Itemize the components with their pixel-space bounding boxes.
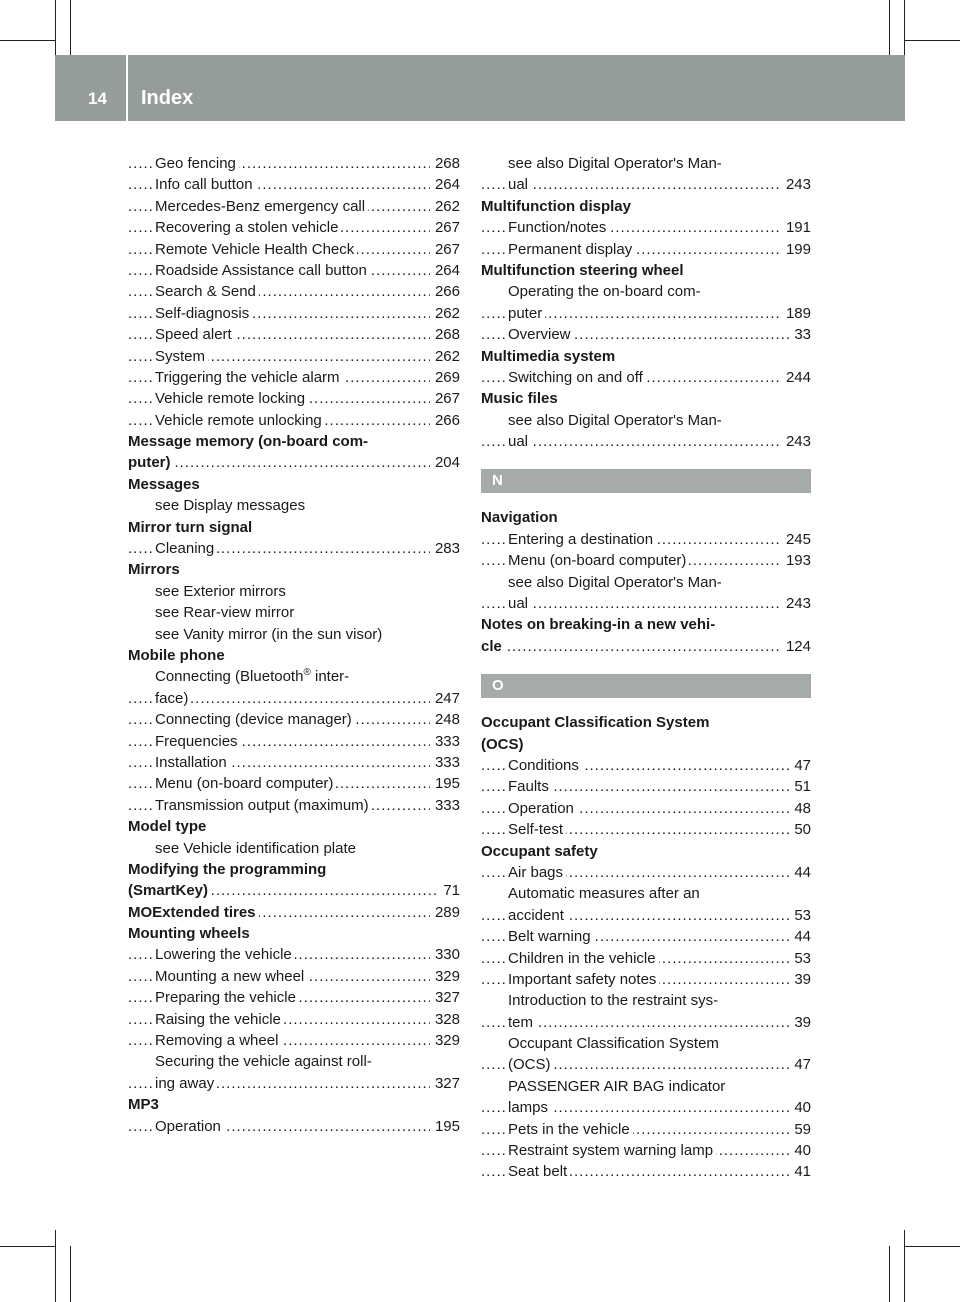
index-subentry [128, 1009, 460, 1030]
entry-text: Roadside Assistance call button [155, 262, 370, 279]
entry-text: Cleaning [155, 540, 217, 557]
entry-text: ual [508, 433, 531, 450]
index-subentry [128, 838, 460, 859]
page-reference[interactable]: 268 [430, 324, 460, 345]
index-subentry [128, 624, 460, 645]
index-subentry [481, 431, 811, 452]
page-reference[interactable]: 40 [789, 1097, 811, 1118]
entry-text: (SmartKey) [128, 882, 211, 899]
index-heading [128, 474, 460, 495]
entry-text: Geo fencing [155, 155, 239, 172]
page-reference[interactable]: 44 [789, 926, 811, 947]
page-reference[interactable]: 243 [781, 431, 811, 452]
page-reference[interactable]: 267 [430, 239, 460, 260]
page-reference[interactable]: 262 [430, 303, 460, 324]
entry-text: Important safety notes [508, 971, 659, 988]
index-subentry [481, 883, 811, 904]
index-subentry [128, 1073, 460, 1094]
index-heading [481, 614, 811, 635]
index-subentry [128, 1030, 460, 1051]
entry-text: ing away [155, 1075, 217, 1092]
entry-text: Multimedia system [481, 348, 618, 365]
entry-text: Self-diagnosis [155, 305, 252, 322]
entry-text: Removing a wheel [155, 1032, 281, 1049]
index-subentry [128, 281, 460, 302]
index-subentry [481, 529, 811, 550]
entry-text: Menu (on-board computer) [155, 775, 336, 792]
entry-text: see Exterior mirrors [155, 583, 289, 600]
page-reference[interactable]: 244 [781, 367, 811, 388]
entry-text: Permanent display [508, 241, 635, 258]
page-reference[interactable]: 266 [430, 281, 460, 302]
crop-mark [70, 0, 71, 56]
index-subentry [481, 948, 811, 969]
entry-text: Notes on breaking-in a new vehi- [481, 616, 718, 633]
index-subentry [481, 572, 811, 593]
entry-text: MOExtended tires [128, 904, 259, 921]
index-subentry [128, 495, 460, 516]
entry-text: Search & Send [155, 283, 259, 300]
entry-text: Connecting (device manager) [155, 711, 355, 728]
page-reference[interactable]: 267 [430, 217, 460, 238]
page-reference[interactable]: 39 [789, 1012, 811, 1033]
index-heading [128, 517, 460, 538]
index-subentry [128, 688, 460, 709]
entry-text: (OCS) [508, 1056, 554, 1073]
entry-text: Operation [155, 1118, 224, 1135]
index-heading [481, 260, 811, 281]
entry-text: Mobile phone [128, 647, 228, 664]
index-subentry [481, 905, 811, 926]
entry-text: see also Digital Operator's Man- [508, 412, 725, 429]
entry-text: lamps [508, 1099, 551, 1116]
entry-text: see Vehicle identification plate [155, 840, 359, 857]
page-reference[interactable]: 266 [430, 410, 460, 431]
page-reference[interactable]: 124 [781, 636, 811, 657]
entry-text: ual [508, 595, 531, 612]
index-heading [128, 880, 460, 901]
entry-text: Overview [508, 326, 574, 343]
entry-text: Restraint system warning lamp [508, 1142, 716, 1159]
index-heading [481, 346, 811, 367]
entry-text: Installation [155, 754, 230, 771]
index-subentry [128, 410, 460, 431]
entry-text: Seat belt [508, 1163, 570, 1180]
entry-text: Faults [508, 778, 552, 795]
entry-text: Messages [128, 476, 203, 493]
header-divider [126, 55, 128, 121]
index-subentry [481, 1054, 811, 1075]
entry-text: Securing the vehicle against roll- [155, 1053, 375, 1070]
index-subentry [128, 346, 460, 367]
entry-text: Self-test [508, 821, 566, 838]
entry-text: Mirrors [128, 561, 183, 578]
page-reference[interactable]: 53 [789, 948, 811, 969]
page-reference[interactable]: 333 [430, 795, 460, 816]
index-heading [481, 196, 811, 217]
index-subentry [128, 709, 460, 730]
entry-text: face) [155, 690, 191, 707]
index-subentry [128, 795, 460, 816]
index-subentry [128, 602, 460, 623]
index-subentry [481, 239, 811, 260]
index-heading [481, 636, 811, 657]
page-reference[interactable]: 243 [781, 174, 811, 195]
index-subentry [128, 731, 460, 752]
section-letter-n: N [481, 469, 811, 493]
entry-text: Preparing the vehicle [155, 989, 299, 1006]
index-heading [128, 431, 460, 452]
entry-text: Navigation [481, 509, 561, 526]
index-heading [128, 645, 460, 666]
entry-text: Air bags [508, 864, 566, 881]
page-reference[interactable]: 39 [789, 969, 811, 990]
entry-text: Vehicle remote unlocking [155, 412, 325, 429]
index-subentry [128, 581, 460, 602]
entry-text: Model type [128, 818, 209, 835]
entry-text: Mounting a new wheel [155, 968, 307, 985]
page-reference[interactable]: 204 [430, 452, 460, 473]
index-heading [128, 859, 460, 880]
index-subentry [481, 798, 811, 819]
page-reference[interactable]: 199 [781, 239, 811, 260]
page-reference[interactable]: 328 [430, 1009, 460, 1030]
index-heading [481, 712, 811, 733]
page-reference[interactable]: 327 [430, 1073, 460, 1094]
entry-text: Operating the on-board com- [508, 283, 704, 300]
index-subentry [481, 324, 811, 345]
entry-text: Frequencies [155, 733, 241, 750]
entry-text: Menu (on-board computer) [508, 552, 689, 569]
index-subentry [481, 410, 811, 431]
page-reference[interactable]: 48 [789, 798, 811, 819]
page-reference[interactable]: 47 [789, 1054, 811, 1075]
index-subentry [481, 174, 811, 195]
page-reference[interactable]: 327 [430, 987, 460, 1008]
index-subentry [481, 819, 811, 840]
page-reference[interactable]: 41 [789, 1161, 811, 1182]
index-subentry [481, 969, 811, 990]
page-reference[interactable]: 329 [430, 1030, 460, 1051]
entry-text: cle [481, 638, 505, 655]
crop-mark [70, 1246, 71, 1302]
entry-text: Operation [508, 800, 577, 817]
index-subentry [481, 593, 811, 614]
index-subentry [481, 755, 811, 776]
page-reference[interactable]: 289 [430, 902, 460, 923]
entry-text: Mirror turn signal [128, 519, 255, 536]
entry-text: Vehicle remote locking [155, 390, 308, 407]
index-subentry [481, 281, 811, 302]
page-reference[interactable]: 44 [789, 862, 811, 883]
entry-text: Transmission output (maximum) [155, 797, 372, 814]
index-heading [128, 452, 460, 473]
section-letter-o: O [481, 674, 811, 698]
index-subentry [481, 1097, 811, 1118]
index-heading [481, 507, 811, 528]
index-subentry [128, 174, 460, 195]
entry-text: Occupant Classification System [481, 714, 712, 731]
page-reference[interactable]: 51 [789, 776, 811, 797]
index-heading [128, 816, 460, 837]
entry-text: Speed alert [155, 326, 235, 343]
page-reference[interactable]: 333 [430, 731, 460, 752]
index-subentry [128, 260, 460, 281]
index-subentry [128, 1051, 460, 1072]
index-subentry [481, 367, 811, 388]
entry-text: tem [508, 1014, 536, 1031]
crop-mark [904, 40, 960, 41]
entry-text: Recovering a stolen vehicle [155, 219, 341, 236]
page-reference[interactable]: 191 [781, 217, 811, 238]
entry-text: Lowering the vehicle [155, 946, 295, 963]
entry-text: see Rear-view mirror [155, 604, 297, 621]
entry-text: Raising the vehicle [155, 1011, 284, 1028]
index-subentry [128, 388, 460, 409]
page-reference[interactable]: 245 [781, 529, 811, 550]
entry-text: Info call button [155, 176, 256, 193]
index-subentry [128, 367, 460, 388]
index-subentry [481, 303, 811, 324]
page-reference[interactable]: 267 [430, 388, 460, 409]
page-reference[interactable]: 247 [430, 688, 460, 709]
entry-text: see Vanity mirror (in the sun visor) [155, 626, 385, 643]
page-reference[interactable]: 330 [430, 944, 460, 965]
page-reference[interactable]: 50 [789, 819, 811, 840]
entry-text: Children in the vehicle [508, 950, 659, 967]
page-reference[interactable]: 40 [789, 1140, 811, 1161]
index-subentry [128, 666, 460, 687]
entry-text: Function/notes [508, 219, 609, 236]
entry-text: Automatic measures after an [508, 885, 703, 902]
crop-mark [904, 1246, 960, 1247]
entry-text: Connecting (Bluetooth® inter- [155, 668, 352, 685]
entry-text: see also Digital Operator's Man- [508, 155, 725, 172]
entry-text: System [155, 348, 208, 365]
page-reference[interactable]: 53 [789, 905, 811, 926]
page-reference[interactable]: 71 [438, 880, 460, 901]
index-subentry [481, 1119, 811, 1140]
crop-mark [55, 1230, 56, 1302]
entry-text: ual [508, 176, 531, 193]
entry-text: MP3 [128, 1096, 162, 1113]
index-heading [128, 923, 460, 944]
index-heading [481, 841, 811, 862]
index-heading [128, 559, 460, 580]
index-column-right [481, 153, 811, 1183]
page-reference[interactable]: 243 [781, 593, 811, 614]
page-reference[interactable]: 262 [430, 196, 460, 217]
index-subentry [128, 538, 460, 559]
index-subentry [128, 987, 460, 1008]
index-subentry [128, 966, 460, 987]
crop-mark [904, 0, 905, 56]
index-subentry [128, 153, 460, 174]
index-heading [128, 902, 460, 923]
page-reference[interactable]: 189 [781, 303, 811, 324]
entry-text: Pets in the vehicle [508, 1121, 633, 1138]
index-subentry [481, 862, 811, 883]
crop-mark [0, 40, 56, 41]
entry-text: see Display messages [155, 497, 308, 514]
index-subentry [128, 196, 460, 217]
index-subentry [481, 1140, 811, 1161]
index-subentry [481, 926, 811, 947]
index-heading [481, 388, 811, 409]
index-subentry [128, 217, 460, 238]
crop-mark [0, 1246, 56, 1247]
entry-text: Switching on and off [508, 369, 646, 386]
page-reference[interactable]: 283 [430, 538, 460, 559]
index-heading [481, 734, 811, 755]
page-reference[interactable]: 33 [789, 324, 811, 345]
entry-text: Message memory (on-board com- [128, 433, 371, 450]
page-reference[interactable]: 262 [430, 346, 460, 367]
page-reference[interactable]: 329 [430, 966, 460, 987]
index-column-left [128, 153, 460, 1137]
crop-mark [889, 1246, 890, 1302]
page-reference[interactable]: 264 [430, 174, 460, 195]
entry-text: Modifying the programming [128, 861, 329, 878]
entry-text: Multifunction display [481, 198, 634, 215]
index-subentry [481, 990, 811, 1011]
page-reference[interactable]: 268 [430, 153, 460, 174]
entry-text: Mercedes-Benz emergency call [155, 198, 368, 215]
index-subentry [128, 752, 460, 773]
page-reference[interactable]: 333 [430, 752, 460, 773]
page-reference[interactable]: 269 [430, 367, 460, 388]
index-subentry [481, 776, 811, 797]
page-title: Index [141, 87, 194, 109]
entry-text: accident [508, 907, 567, 924]
index-subentry [128, 773, 460, 794]
entry-text: puter [508, 305, 545, 322]
entry-text: Multifunction steering wheel [481, 262, 687, 279]
page-reference[interactable]: 59 [789, 1119, 811, 1140]
page-reference[interactable]: 195 [430, 773, 460, 794]
index-subentry [481, 1161, 811, 1182]
index-subentry [128, 324, 460, 345]
crop-mark [889, 0, 890, 56]
page-reference[interactable]: 47 [789, 755, 811, 776]
index-subentry [481, 217, 811, 238]
index-heading [128, 1094, 460, 1115]
index-subentry [481, 550, 811, 571]
crop-mark [55, 0, 56, 56]
page-reference[interactable]: 248 [430, 709, 460, 730]
index-subentry [128, 944, 460, 965]
entry-text: Conditions [508, 757, 582, 774]
index-subentry [481, 1076, 811, 1097]
page-number: 14 [88, 89, 107, 108]
index-subentry [128, 1116, 460, 1137]
index-subentry [481, 153, 811, 174]
entry-text: puter) [128, 454, 174, 471]
entry-text: Remote Vehicle Health Check [155, 241, 357, 258]
index-subentry [481, 1012, 811, 1033]
index-subentry [128, 239, 460, 260]
entry-text: Music files [481, 390, 561, 407]
entry-text: Triggering the vehicle alarm [155, 369, 343, 386]
crop-mark [904, 1230, 905, 1302]
entry-text: Introduction to the restraint sys- [508, 992, 721, 1009]
page-reference[interactable]: 193 [781, 550, 811, 571]
page-reference[interactable]: 195 [430, 1116, 460, 1137]
entry-text: see also Digital Operator's Man- [508, 574, 725, 591]
entry-text: Entering a destination [508, 531, 656, 548]
index-subentry [128, 303, 460, 324]
page-reference[interactable]: 264 [430, 260, 460, 281]
entry-text: Occupant safety [481, 843, 601, 860]
entry-text: (OCS) [481, 736, 527, 753]
index-subentry [481, 1033, 811, 1054]
entry-text: Occupant Classification System [508, 1035, 722, 1052]
entry-text: PASSENGER AIR BAG indicator [508, 1078, 728, 1095]
entry-text: Mounting wheels [128, 925, 253, 942]
entry-text: Belt warning [508, 928, 594, 945]
